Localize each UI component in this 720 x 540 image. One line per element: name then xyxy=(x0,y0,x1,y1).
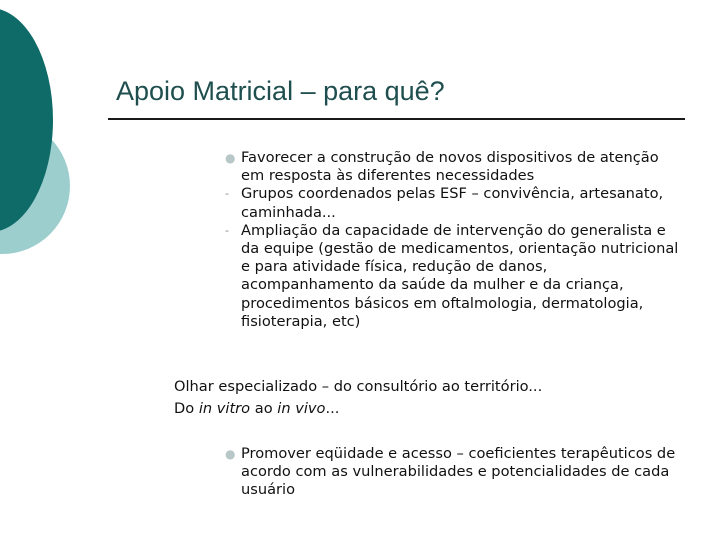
list-item xyxy=(225,222,680,331)
paragraph xyxy=(174,376,674,420)
list-item xyxy=(225,445,680,500)
list-item-text: Promover eqüidade e acesso – coeficientes terapêuticos de acordo com as vulnerabilidades e potencialidades de cada usuário xyxy=(241,445,676,499)
bullet-list-1 xyxy=(225,149,680,331)
bullet-dash-icon: - xyxy=(225,223,229,237)
bullet-dot-icon: ● xyxy=(225,151,236,165)
list-item xyxy=(225,185,680,221)
decorative-circles xyxy=(0,0,120,300)
paragraph-line-1: Olhar especializado – do consultório ao território... xyxy=(174,378,543,395)
italic-text-run: in vitro xyxy=(198,400,251,417)
list-item-text: Favorecer a construção de novos dispositivos de atenção em resposta às diferentes necessidades xyxy=(241,149,659,185)
slide-title: Apoio Matricial – para quê? xyxy=(116,76,445,106)
text-run: ao xyxy=(250,400,278,417)
bullet-list-2 xyxy=(225,445,680,500)
title-underline xyxy=(108,118,685,120)
italic-text-run: in vivo xyxy=(277,400,326,417)
bullet-dot-icon: ● xyxy=(225,447,236,461)
list-item-text: Grupos coordenados pelas ESF – convivência, artesanato, caminhada... xyxy=(241,185,664,221)
bullet-dash-icon: - xyxy=(225,187,229,201)
list-item xyxy=(225,149,680,185)
list-item-text: Ampliação da capacidade de intervenção do generalista e da equipe (gestão de medicamentos, orientação nutricional e para atividade física, redução de danos, acompanhamento da saúde da mulher e da criança, procedimentos básicos em oftalmologia, dermatologia, fisioterapia, etc) xyxy=(241,221,679,330)
paragraph-line-2 xyxy=(174,398,674,420)
text-run: Do xyxy=(174,400,199,417)
text-run: ... xyxy=(325,400,340,417)
